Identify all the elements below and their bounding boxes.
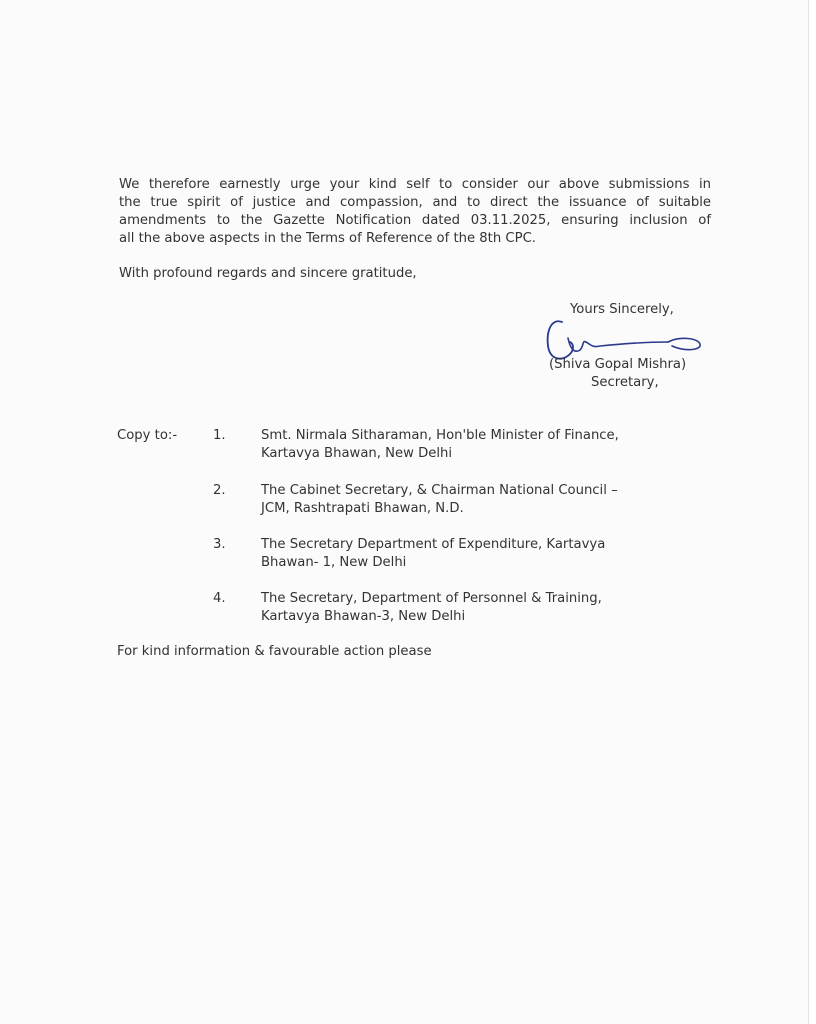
recipient-line: The Secretary, Department of Personnel & Training, [261, 591, 602, 606]
recipient-line: The Cabinet Secretary, & Chairman National Council – [261, 483, 618, 498]
copy-to-recipient [261, 482, 701, 518]
copy-to-recipient [261, 427, 701, 463]
closing-line: all the above aspects in the Terms of Reference of the 8th CPC. [119, 231, 536, 246]
closing-line: We therefore earnestly urge your kind self to consider our above submissions in [119, 177, 711, 192]
signer-name: (Shiva Gopal Mishra) [549, 357, 687, 372]
copy-to-number: 1. [213, 428, 226, 443]
copy-to-number: 4. [213, 591, 226, 606]
signature-block [540, 300, 720, 400]
recipient-line: Kartavya Bhawan, New Delhi [261, 446, 453, 461]
valediction: Yours Sincerely, [570, 302, 674, 317]
signer-title: Secretary, [591, 375, 659, 390]
copy-to-label: Copy to:- [117, 428, 178, 443]
footer-note: For kind information & favourable action please [117, 644, 432, 659]
closing-line: the true spirit of justice and compassion, and to direct the issuance of suitable [119, 195, 711, 210]
copy-to-number: 3. [213, 537, 226, 552]
recipient-line: Smt. Nirmala Sitharaman, Hon'ble Minister of Finance, [261, 428, 619, 443]
recipient-line: The Secretary Department of Expenditure, Kartavya [261, 537, 606, 552]
recipient-line: Bhawan- 1, New Delhi [261, 555, 407, 570]
copy-to-recipient [261, 590, 701, 626]
closing-paragraph [119, 176, 711, 248]
recipient-line: Kartavya Bhawan-3, New Delhi [261, 609, 466, 624]
recipient-line: JCM, Rashtrapati Bhawan, N.D. [261, 501, 464, 516]
copy-to-number: 2. [213, 483, 226, 498]
regards-line: With profound regards and sincere gratitude, [119, 266, 417, 281]
closing-line: amendments to the Gazette Notification dated 03.11.2025, ensuring inclusion of [119, 213, 711, 228]
copy-to-recipient [261, 536, 701, 572]
